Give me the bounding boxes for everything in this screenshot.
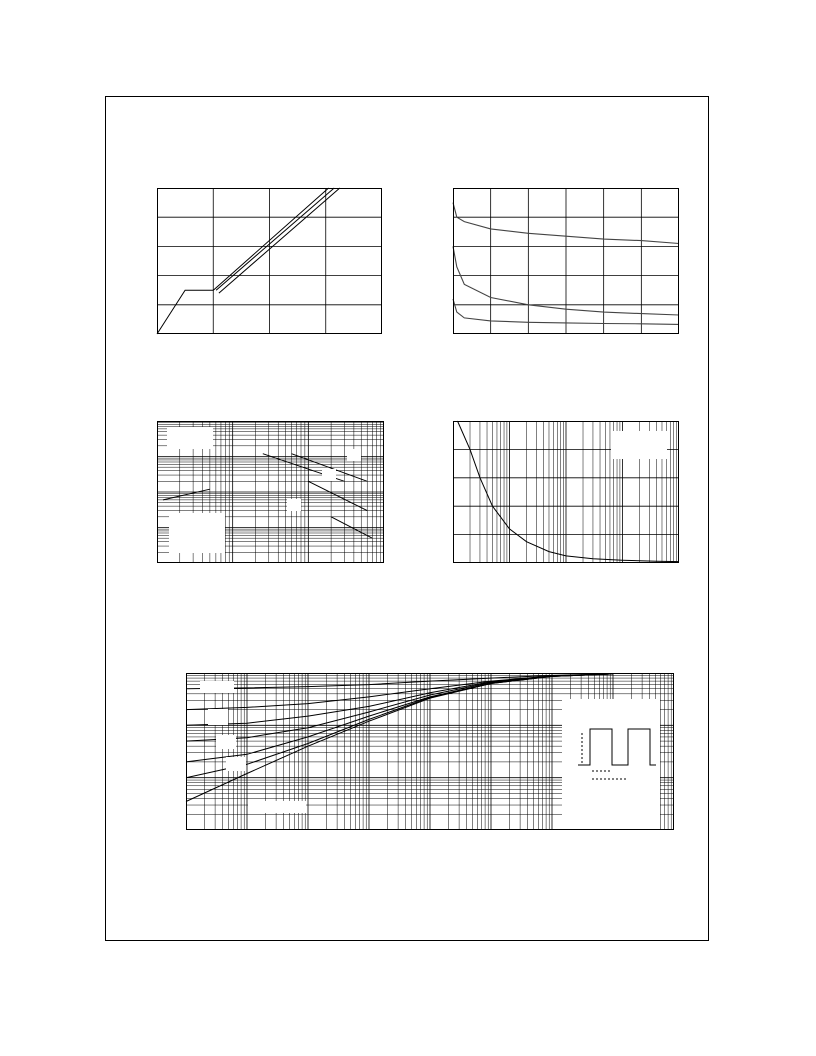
series-line-3	[219, 188, 340, 293]
chart-2	[453, 188, 679, 334]
chart-5-labels-patch-3	[216, 735, 236, 749]
series-line-5	[186, 674, 613, 762]
series-line-2	[216, 188, 334, 290]
chart-2-gridlines	[453, 188, 679, 334]
chart-3-annotation-patch-3	[287, 499, 301, 511]
chart-3-annotation-patch-1	[347, 449, 361, 461]
series-line-2	[186, 674, 613, 710]
chart-1-series	[157, 188, 340, 334]
chart-3	[157, 421, 384, 563]
chart-5-labels-patch-1	[200, 681, 234, 693]
chart-5	[186, 673, 674, 830]
chart-3-annotation-patch-2	[322, 469, 336, 481]
chart-5-series	[186, 674, 613, 802]
chart-3-legend-patch	[167, 427, 213, 449]
chart-5-inset-patch	[562, 699, 660, 829]
chart-1-gridlines	[157, 188, 382, 334]
chart-1	[157, 188, 382, 334]
series-line-3	[186, 674, 613, 725]
series-line-1	[157, 188, 329, 334]
chart-5-labels-patch-4	[226, 757, 246, 771]
chart-5-labels-patch-5	[248, 801, 306, 813]
chart-5-labels-patch-2	[208, 709, 228, 725]
chart-3-note-patch	[169, 513, 225, 553]
series-line-5	[163, 489, 210, 500]
chart-4	[453, 421, 679, 563]
chart-4-legend-patch	[611, 431, 667, 459]
